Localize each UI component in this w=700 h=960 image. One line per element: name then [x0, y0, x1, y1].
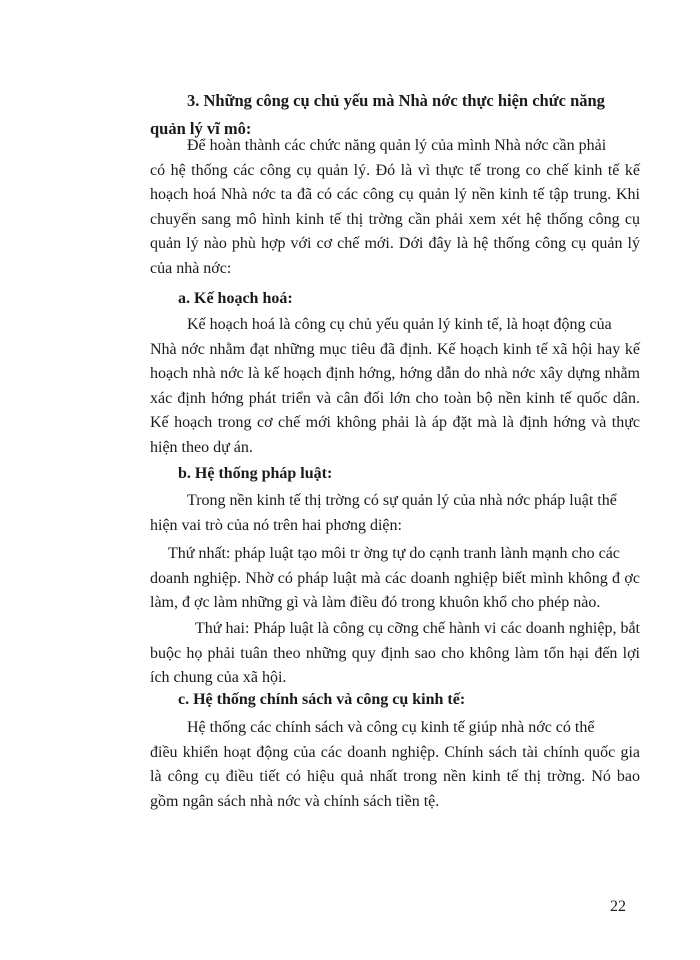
- page-number: 22: [610, 898, 626, 915]
- intro-first-line: Để hoàn thành các chức năng quản lý của mình Nhà nớc cần phải: [187, 137, 607, 154]
- section-c-paragraph: [150, 716, 640, 814]
- section-b-p3-first-line: Thứ hai: Pháp luật là công cụ cỡng chế hành vi các doanh nghiệp, bắt: [195, 620, 640, 637]
- section-b-title: b. Hệ thống pháp luật:: [178, 465, 333, 482]
- section-a-paragraph: [150, 313, 640, 461]
- section-b-p3-rest: buộc họ phải tuân theo những quy định sao cho không làm tổn hại đến lợi ích chung của xã hội.: [150, 644, 640, 687]
- section-b-p2-first-line: Thứ nhất: pháp luật tạo môi tr ờng tự do cạnh tranh lành mạnh cho các: [168, 545, 620, 562]
- section-a-title: a. Kế hoạch hoá:: [178, 290, 293, 307]
- section-b-paragraph-3: [150, 617, 640, 691]
- heading-line-2: quản lý vĩ mô:: [150, 119, 252, 138]
- section-b-paragraph-1: [150, 489, 640, 538]
- section-b-p1-first-line: Trong nền kinh tế thị trờng có sự quản lý của nhà nớc pháp luật thể: [187, 492, 617, 509]
- section-c-title: c. Hệ thống chính sách và công cụ kinh tế:: [178, 691, 466, 708]
- section-b-paragraph-2: [150, 542, 640, 616]
- section-b-p1-rest: hiện vai trò của nó trên hai phơng diện:: [150, 516, 402, 534]
- section-b-p2-rest: doanh nghiệp. Nhờ có pháp luật mà các doanh nghiệp biết mình không đ ợc làm, đ ợc làm những gì và làm điều đó trong khuôn khổ cho phép nào.: [150, 569, 640, 612]
- section-c-rest: điều khiển hoạt động của các doanh nghiệp. Chính sách tài chính quốc gia là công cụ điều tiết có hiệu quả nhất trong nền kinh tế thị trờng. Nó bao gồm ngân sách nhà nớc và chính sách tiền tệ.: [150, 743, 640, 810]
- intro-rest: có hệ thống các công cụ quản lý. Đó là vì thực tế trong co chế kinh tế kế hoạch hoá Nhà nớc ta đã có các công cụ quản lý nền kinh tế tập trung. Khi chuyển sang mô hình kinh tế thị trờng cần phải xem xét hệ thống công cụ quản lý nào phù hợp với cơ chế mới. Dới đây là hệ thống công cụ quản lý của nhà nớc:: [150, 161, 640, 277]
- heading-line-1: 3. Những công cụ chủ yếu mà Nhà nớc thực hiện chức năng: [187, 91, 605, 110]
- intro-paragraph: [150, 134, 640, 282]
- section-a-rest: Nhà nớc nhằm đạt những mục tiêu đã định. Kế hoạch kinh tế xã hội hay kế hoạch nhà nớc là kế hoạch định hớng, hớng dẫn do nhà nớc xây dựng nhằm xác định hớng phát triển và cân đối lớn cho toàn bộ nền kinh tế quốc dân. Kế hoạch trong cơ chế mới không phải là áp đặt mà là định hớng và thực hiện theo dự án.: [150, 340, 640, 456]
- section-c-first-line: Hệ thống các chính sách và công cụ kinh tế giúp nhà nớc có thể: [187, 719, 595, 736]
- section-a-first-line: Kế hoạch hoá là công cụ chủ yếu quản lý kinh tế, là hoạt động của: [187, 316, 612, 333]
